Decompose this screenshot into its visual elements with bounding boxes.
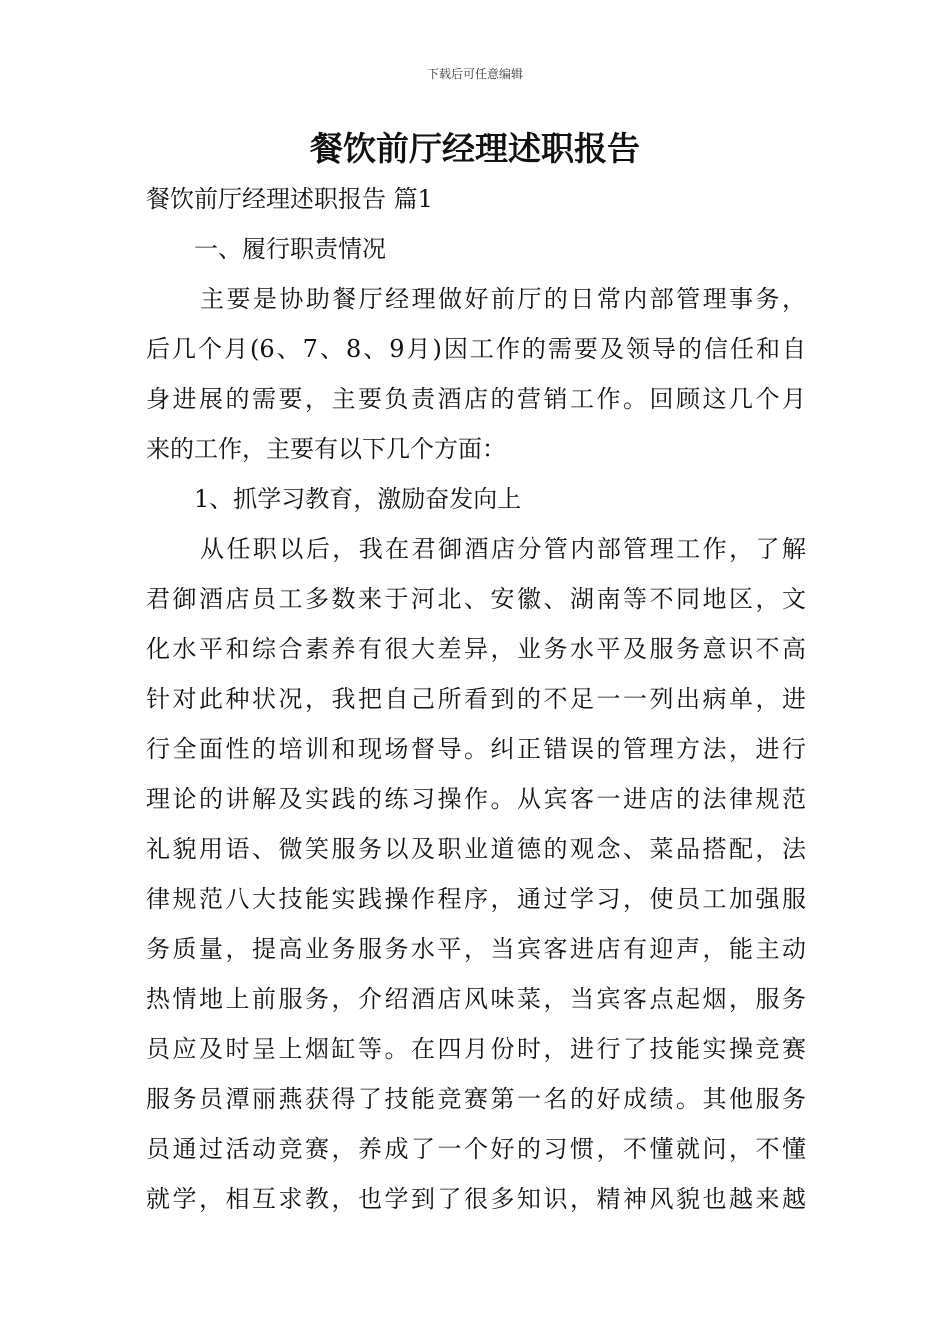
paragraph-line: 从任职以后，我在君御酒店分管内部管理工作，了解 bbox=[200, 535, 806, 563]
paragraph-line: 行全面性的培训和现场督导。纠正错误的管理方法，进行 bbox=[146, 735, 806, 763]
paragraph-line: 来的工作，主要有以下几个方面： bbox=[146, 435, 506, 463]
document-title: 餐饮前厅经理述职报告 bbox=[310, 129, 640, 168]
paragraph-line: 服务员潭丽燕获得了技能竞赛第一名的好成绩。其他服务 bbox=[146, 1085, 806, 1113]
paragraph-line: 热情地上前服务，介绍酒店风味菜，当宾客点起烟，服务 bbox=[146, 985, 806, 1013]
paragraph-line: 礼貌用语、微笑服务以及职业道德的观念、菜品搭配，法 bbox=[146, 835, 806, 863]
paragraph-line: 律规范八大技能实践操作程序，通过学习，使员工加强服 bbox=[146, 885, 806, 913]
paragraph-line: 君御酒店员工多数来于河北、安徽、湖南等不同地区，文 bbox=[146, 585, 806, 613]
paragraph-line: 针对此种状况，我把自己所看到的不足一一列出病单，进 bbox=[146, 685, 806, 713]
paragraph-line: 员通过活动竞赛，养成了一个好的习惯，不懂就问，不懂 bbox=[146, 1135, 806, 1163]
section-heading-1: 一、履行职责情况 bbox=[194, 235, 386, 263]
header-note: 下载后可任意编辑 bbox=[426, 67, 523, 81]
paragraph-line: 员应及时呈上烟缸等。在四月份时，进行了技能实操竞赛 bbox=[146, 1035, 806, 1063]
paragraph-line: 后几个月(6、7、8、9月)因工作的需要及领导的信任和自 bbox=[146, 335, 806, 363]
paragraph-line: 身进展的需要，主要负责酒店的营销工作。回顾这几个月 bbox=[146, 385, 806, 413]
paragraph-line: 就学，相互求教，也学到了很多知识，精神风貌也越来越 bbox=[146, 1185, 806, 1213]
item-heading-1: 1、抓学习教育，激励奋发向上 bbox=[194, 485, 522, 513]
document-subtitle: 餐饮前厅经理述职报告 篇1 bbox=[146, 185, 433, 213]
paragraph-line: 化水平和综合素养有很大差异，业务水平及服务意识不高 bbox=[146, 635, 806, 663]
paragraph-line: 务质量，提高业务服务水平，当宾客进店有迎声，能主动 bbox=[146, 935, 806, 963]
paragraph-line: 主要是协助餐厅经理做好前厅的日常内部管理事务， bbox=[200, 285, 806, 313]
paragraph-line: 理论的讲解及实践的练习操作。从宾客一进店的法律规范 bbox=[146, 785, 806, 813]
